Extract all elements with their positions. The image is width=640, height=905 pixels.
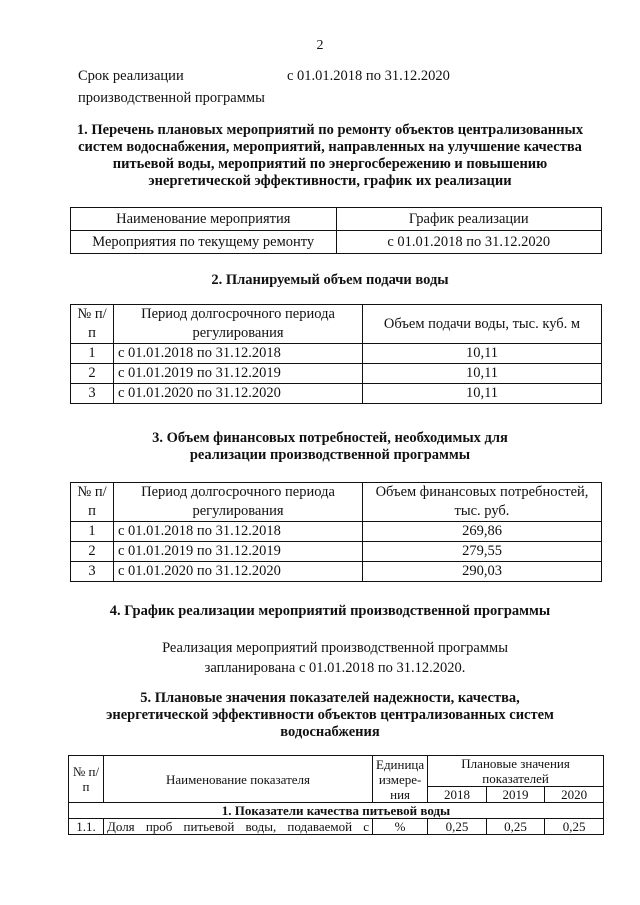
header-cell: Период долгосрочного периода регулирования [114, 483, 363, 522]
page-number: 2 [316, 38, 324, 53]
header-cell: Наименование показателя [104, 756, 373, 803]
term-value: с 01.01.2018 по 31.12.2020 [287, 68, 450, 84]
table-row [71, 344, 602, 364]
table-header-row [71, 483, 602, 522]
indicators-table [68, 755, 604, 835]
section-cell: 1. Показатели качества питьевой воды [69, 803, 604, 819]
table-cell: 3 [71, 562, 114, 582]
table-cell: 3 [71, 384, 114, 404]
table-row [71, 562, 602, 582]
table-row [71, 384, 602, 404]
table-cell: с 01.01.2018 по 31.12.2020 [336, 231, 602, 254]
header-cell: Объем финансовых потребностей, тыс. руб. [363, 483, 602, 522]
section1-title: 1. Перечень плановых мероприятий по ремонту объектов централизованных систем водоснабжения, мероприятий, направленных на улучшение качества питьевой воды, мероприятий по энергосбережению и повышению энергетической эффективности, график их реализации [76, 122, 584, 189]
section3-title-line2: реализации производственной программы [189, 447, 471, 463]
section4-text-line1: Реализация мероприятий производственной программы [162, 640, 508, 656]
term-label [78, 65, 265, 109]
table-cell: Доля проб питьевой воды, подаваемой с [104, 819, 373, 835]
header-cell: 2018 [428, 787, 487, 803]
table-row [71, 364, 602, 384]
section4-text [100, 638, 570, 678]
header-cell: Объем подачи воды, тыс. куб. м [363, 305, 602, 344]
table-cell: % [373, 819, 428, 835]
table-cell: с 01.01.2020 по 31.12.2020 [114, 384, 363, 404]
header-cell: № п/п [71, 483, 114, 522]
table-row [71, 522, 602, 542]
table-row [71, 231, 602, 254]
header-cell: № п/п [69, 756, 104, 803]
header-cell: 2019 [486, 787, 545, 803]
table-cell: 0,25 [545, 819, 604, 835]
table-cell: 0,25 [428, 819, 487, 835]
table-cell: 10,11 [363, 384, 602, 404]
section4-text-line2: запланирована с 01.01.2018 по 31.12.2020. [204, 660, 466, 676]
table-section-row [69, 803, 604, 819]
table-cell: с 01.01.2018 по 31.12.2018 [114, 344, 363, 364]
header-cell: Период долгосрочного периода регулирования [114, 305, 363, 344]
header-cell: Единица измере-ния [373, 756, 428, 803]
table-cell: 290,03 [363, 562, 602, 582]
table-cell: Мероприятия по текущему ремонту [71, 231, 337, 254]
table-cell: 10,11 [363, 364, 602, 384]
table-cell: 1.1. [69, 819, 104, 835]
header-cell: Наименование мероприятия [71, 208, 337, 231]
header-cell: График реализации [336, 208, 602, 231]
section3-title-line1: 3. Объем финансовых потребностей, необходимых для [152, 430, 508, 446]
measures-table [70, 207, 602, 254]
table-row [69, 819, 604, 835]
section3-title [60, 430, 600, 464]
water-volume-table [70, 304, 602, 404]
table-cell: с 01.01.2019 по 31.12.2019 [114, 542, 363, 562]
table-cell: 279,55 [363, 542, 602, 562]
table-cell: 2 [71, 364, 114, 384]
table-row [71, 542, 602, 562]
header-cell: Плановые значения показателей [428, 756, 604, 787]
table-cell: с 01.01.2018 по 31.12.2018 [114, 522, 363, 542]
term-label-line2: производственной программы [78, 90, 265, 106]
table-cell: 10,11 [363, 344, 602, 364]
header-cell: 2020 [545, 787, 604, 803]
table-cell: 1 [71, 522, 114, 542]
table-header-row [69, 756, 604, 787]
section4-title: 4. График реализации мероприятий производственной программы [109, 603, 551, 619]
table-cell: 1 [71, 344, 114, 364]
table-cell: 2 [71, 542, 114, 562]
section2-title: 2. Планируемый объем подачи воды [211, 272, 449, 288]
section5-title: 5. Плановые значения показателей надежности, качества, энергетической эффективности объектов централизованных систем водоснабжения [106, 690, 554, 740]
table-cell: 0,25 [486, 819, 545, 835]
header-cell: № п/п [71, 305, 114, 344]
table-header-row [71, 208, 602, 231]
table-cell: с 01.01.2019 по 31.12.2019 [114, 364, 363, 384]
table-cell: с 01.01.2020 по 31.12.2020 [114, 562, 363, 582]
table-cell: 269,86 [363, 522, 602, 542]
term-label-line1: Срок реализации [78, 68, 184, 84]
financial-needs-table [70, 482, 602, 582]
table-header-row [71, 305, 602, 344]
